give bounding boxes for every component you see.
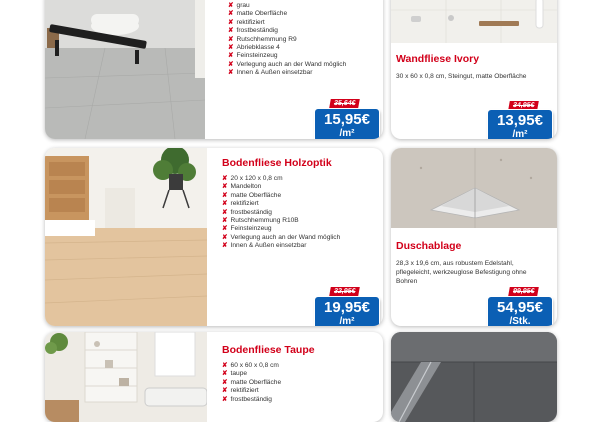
product-card-duschablage[interactable]	[391, 148, 557, 326]
old-price: 34,95€	[508, 101, 539, 110]
x-mark-icon: ✘	[228, 10, 234, 18]
feature-list	[222, 362, 281, 404]
price-amount: 13,95€	[497, 112, 543, 129]
feature-item: ✘ Feinsteinzeug	[228, 52, 278, 60]
feature-item: ✘ grau	[228, 2, 250, 9]
feature-item: ✘ Abriebklasse 4	[228, 44, 280, 52]
x-mark-icon: ✘	[228, 27, 234, 35]
price-unit: /m²	[512, 129, 528, 139]
product-card-bodenfliese-taupe[interactable]	[45, 332, 383, 422]
feature-item: ✘ Innen & Außen einsetzbar	[228, 69, 313, 77]
feature-item: ✘ matte Oberfläche	[228, 10, 288, 18]
feature-item: ✘ matte Oberfläche	[222, 191, 282, 199]
x-mark-icon: ✘	[228, 18, 234, 26]
feature-item: ✘ matte Oberfläche	[222, 378, 282, 386]
x-mark-icon: ✘	[222, 233, 228, 241]
feature-item: ✘ taupe	[222, 370, 248, 378]
feature-item: ✘ frostbeständig	[222, 395, 272, 403]
living-room-photo	[45, 332, 207, 422]
feature-item: ✘ Verlegung auch an der Wand möglich	[228, 60, 347, 68]
product-card-dark-tile[interactable]	[391, 332, 557, 422]
x-mark-icon: ✘	[228, 69, 234, 77]
price-badge	[488, 297, 552, 326]
shower-wall-photo	[391, 0, 557, 43]
product-title: Bodenfliese Holzoptik	[222, 157, 332, 169]
x-mark-icon: ✘	[222, 217, 228, 225]
product-title: Duschablage	[396, 240, 462, 252]
price-badge	[315, 297, 379, 326]
price-unit: /m²	[339, 316, 355, 326]
x-mark-icon: ✘	[228, 44, 234, 52]
price-unit: /m²	[339, 128, 355, 139]
x-mark-icon: ✘	[222, 395, 228, 403]
price-amount: 19,95€	[324, 299, 370, 316]
x-mark-icon: ✘	[222, 370, 228, 378]
x-mark-icon: ✘	[222, 200, 228, 208]
product-photo	[45, 332, 207, 422]
shower-shelf-photo	[391, 148, 557, 228]
x-mark-icon: ✘	[222, 225, 228, 233]
price-unit: /Stk.	[509, 316, 531, 326]
feature-item: ✘ Rutschhemmung R9	[228, 35, 297, 43]
feature-item: ✘ Rutschhemmung R10B	[222, 217, 299, 225]
feature-item: ✘ rektifiziert	[228, 18, 265, 26]
feature-item: ✘ 20 x 120 x 0,8 cm	[222, 175, 283, 182]
x-mark-icon: ✘	[222, 387, 228, 395]
x-mark-icon: ✘	[228, 60, 234, 68]
product-photo	[45, 148, 207, 326]
feature-item: ✘ Innen & Außen einsetzbar	[222, 242, 307, 250]
feature-list	[222, 175, 340, 251]
feature-item: ✘ Mandelton	[222, 183, 262, 191]
feature-item: ✘ frostbeständig	[222, 208, 272, 216]
x-mark-icon: ✘	[222, 183, 228, 191]
old-price: 32,95€	[329, 287, 360, 296]
product-card-wandfliese-ivory[interactable]	[391, 0, 557, 139]
x-mark-icon: ✘	[228, 2, 234, 9]
dark-floor-photo	[391, 332, 557, 422]
product-description: 30 x 60 x 0,8 cm, Steingut, matte Oberfläche	[396, 73, 527, 80]
feature-item: ✘ frostbeständig	[228, 27, 278, 35]
price-badge	[488, 110, 552, 139]
old-price: 99,95€	[508, 287, 539, 296]
feature-item: ✘ rektifiziert	[222, 387, 259, 395]
x-mark-icon: ✘	[222, 242, 228, 250]
x-mark-icon: ✘	[222, 208, 228, 216]
price-amount: 15,95€	[324, 111, 370, 128]
feature-item: ✘ 60 x 60 x 0,8 cm	[222, 362, 279, 369]
product-description: 28,3 x 19,6 cm, aus robustem Edelstahl, pflegeleicht, werkzeuglose Befestigung ohne Bohren	[396, 260, 527, 285]
bathroom-photo	[45, 0, 205, 139]
product-title: Bodenfliese Taupe	[222, 344, 315, 356]
feature-item: ✘ Verlegung auch an der Wand möglich	[222, 233, 341, 241]
x-mark-icon: ✘	[222, 362, 228, 369]
feature-list	[228, 2, 346, 78]
product-card-bodenfliese-holzoptik[interactable]	[45, 148, 383, 326]
old-price: 35,64€	[329, 99, 360, 108]
feature-item: ✘ rektifiziert	[222, 200, 259, 208]
product-photo	[45, 0, 205, 139]
feature-item: ✘ Feinsteinzeug	[222, 225, 272, 233]
price-badge	[315, 109, 379, 139]
wood-floor-photo	[45, 148, 207, 326]
price-amount: 54,95€	[497, 299, 543, 316]
x-mark-icon: ✘	[222, 175, 228, 182]
product-title: Wandfliese Ivory	[396, 53, 480, 65]
x-mark-icon: ✘	[222, 191, 228, 199]
x-mark-icon: ✘	[228, 52, 234, 60]
x-mark-icon: ✘	[222, 378, 228, 386]
product-card-grey-tile[interactable]	[45, 0, 383, 139]
x-mark-icon: ✘	[228, 35, 234, 43]
